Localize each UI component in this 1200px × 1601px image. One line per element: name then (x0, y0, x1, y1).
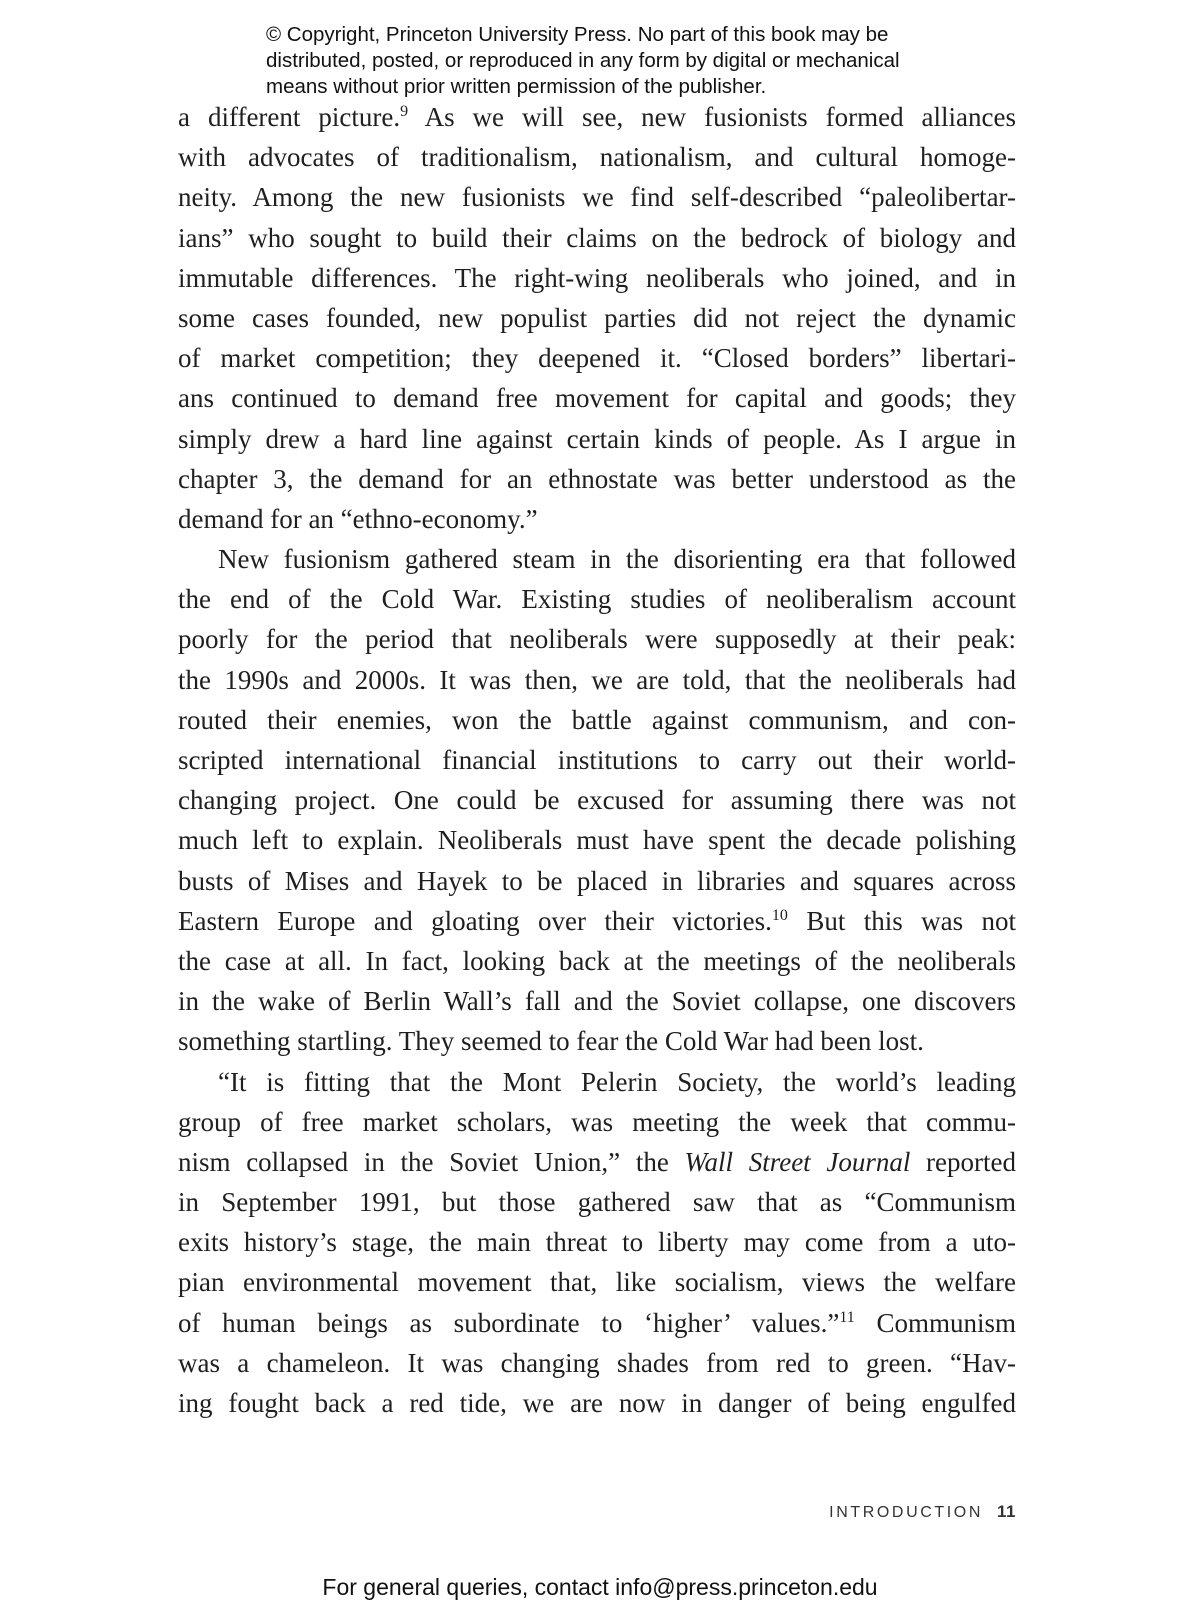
text-line: a different picture.$^9$ As we will see, new fusionists formed alliances (178, 102, 1016, 132)
paragraph-1 (178, 97, 1016, 539)
text-line: the 1990s and 2000s. It was then, we are told, that the neoliberals had (178, 664, 1016, 695)
copyright-line-3: means without prior written permission of the publisher. (266, 75, 767, 98)
text-line: the case at all. In fact, looking back at the meetings of the neoliberals (178, 945, 1016, 976)
text-line: routed their enemies, won the battle against communism, and con- (178, 704, 1016, 735)
text-line: neity. Among the new fusionists we find self-described “paleolibertar- (178, 182, 1016, 213)
text-line: much left to explain. Neoliberals must have spent the decade polishing (178, 825, 1016, 856)
text-line: immutable differences. The right-wing neoliberals who joined, and in (178, 262, 1016, 293)
text-line: of human beings as subordinate to ‘higher’ values.”$^{11}$ Communism (178, 1307, 1016, 1338)
text-line: ians” who sought to build their claims on the bedrock of biology and (178, 222, 1016, 253)
text-line: “It is fitting that the Mont Pelerin Society, the world’s leading (218, 1066, 1016, 1097)
text-line: the end of the Cold War. Existing studies of neoliberalism account (178, 584, 1016, 615)
text-line: simply drew a hard line against certain kinds of people. As I argue in (178, 423, 1016, 454)
text-line: pian environmental movement that, like socialism, views the welfare (178, 1267, 1016, 1298)
footnote-ref-11[interactable]: 11 (839, 1308, 855, 1326)
copyright-notice (266, 22, 986, 100)
section-title: INTRODUCTION (829, 1504, 984, 1521)
text-line: poorly for the period that neoliberals were supposedly at their peak: (178, 624, 1016, 655)
running-footer (829, 1502, 1016, 1522)
copyright-line-2: distributed, posted, or reproduced in any form by digital or mechanical (266, 49, 900, 72)
text-line: ans continued to demand free movement for capital and goods; they (178, 383, 1016, 414)
text-line: in September 1991, but those gathered saw that as “Communism (178, 1187, 1016, 1218)
text-line: in the wake of Berlin Wall’s fall and the Soviet collapse, one discovers (178, 986, 1016, 1017)
text-line: was a chameleon. It was changing shades from red to green. “Hav- (178, 1347, 1016, 1378)
text-line: chapter 3, the demand for an ethnostate was better understood as the (178, 463, 1016, 494)
text-line: changing project. One could be excused for assuming there was not (178, 785, 1016, 816)
page-number: 11 (997, 1502, 1016, 1521)
text-line: demand for an “ethno-economy.” (178, 503, 538, 534)
text-line: of market competition; they deepened it. “Closed borders” libertari- (178, 343, 1016, 374)
main-text (178, 97, 1016, 1423)
text-line: something startling. They seemed to fear the Cold War had been lost. (178, 1026, 924, 1057)
text-line: ing fought back a red tide, we are now in danger of being engulfed (178, 1388, 1016, 1418)
copyright-line-1: © Copyright, Princeton University Press. No part of this book may be (266, 23, 889, 46)
contact-footer: For general queries, contact info@press.princeton.edu (322, 1574, 878, 1600)
text-line: some cases founded, new populist parties did not reject the dynamic (178, 302, 1016, 333)
paragraph-2 (178, 539, 1016, 1061)
text-line: exits history’s stage, the main threat to liberty may come from a uto- (178, 1227, 1016, 1258)
footnote-ref-9[interactable]: 9 (400, 103, 409, 120)
text-line: New fusionism gathered steam in the disorienting era that followed (218, 544, 1016, 575)
paragraph-3 (178, 1062, 1016, 1424)
text-line: group of free market scholars, was meeting the week that commu- (178, 1106, 1016, 1137)
text-line: with advocates of traditionalism, nationalism, and cultural homoge- (178, 142, 1016, 173)
text-line: scripted international financial institutions to carry out their world- (178, 745, 1016, 775)
text-line: busts of Mises and Hayek to be placed in libraries and squares across (178, 865, 1016, 896)
footnote-ref-10[interactable]: 10 (771, 906, 788, 924)
publication-title: Wall Street Journal (684, 1146, 911, 1177)
text-line: Eastern Europe and gloating over their victories.$^{10}$ But this was not (178, 905, 1016, 936)
text-line: nism collapsed in the Soviet Union,” the Wall Street Journal reported (178, 1146, 1016, 1177)
